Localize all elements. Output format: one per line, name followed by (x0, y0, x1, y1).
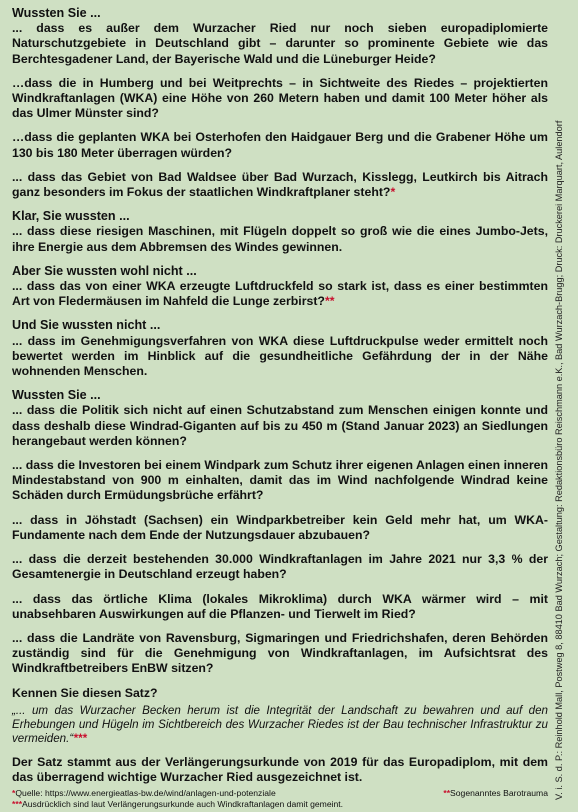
footnote-1: *Quelle: https://www.energieatlas-bw.de/wind/anlagen-und-potenziale **Sogenanntes Barotrauma (12, 787, 548, 798)
flyer-page (12, 6, 548, 810)
block-heading: Klar, Sie wussten ... (12, 209, 130, 224)
footnote-2: **Sogenanntes Barotrauma (443, 787, 548, 798)
question-block (12, 130, 548, 160)
question-block (12, 264, 548, 310)
question-block (12, 552, 548, 582)
imprint-vertical: V. i. S. d. P.: Reinhold Mall, Postweg 8, 88410 Bad Wurzach; Gestaltung: Redaktionsbüro Reischmann e.K., Bad Wurzach-Brugg; Druck: Druckerei Marquart, Aulendorf (554, 120, 564, 800)
question-list (12, 6, 548, 677)
block-text: ... dass es außer dem Wurzacher Ried nur noch sieben europadiplomierte Naturschutzgebiete in Deutschland gibt – darunter so prominente Gebiete wie das Berchtesgadener Land, der Bayerische Wald und die Lüneburger Heide? (12, 21, 548, 66)
footnote-mark: * (390, 185, 396, 200)
block-text: ... dass im Genehmigungsverfahren von WKA diese Luftdruckpulse weder ermittelt noch bewertet werden im Hinblick auf die gesundheitliche Gefährdung der in der Nähe wohnenden Menschen. (12, 333, 548, 379)
block-text: …dass die in Humberg und bei Weitprechts – in Sichtweite des Riedes – projektierten Windkraftanlagen (WKA) eine Höhe von 260 Metern haben und damit 100 Meter höher als das Ulmer Münster sind? (12, 75, 548, 121)
block-text: ... dass in Jöhstadt (Sachsen) ein Windparkbetreiber kein Geld mehr hat, um WKA-Fundamente nach dem Ende der Nutzungsdauer abzubauen? (12, 512, 548, 542)
question-block (12, 318, 548, 379)
block-text: ... dass die Investoren bei einem Windpark zum Schutz ihrer eigenen Anlagen einen inneren Mindestabstand von 900 m einhalten, damit das im Wind nachfolgende Windrad keine Schäden durch Ermüdungsbrüche erfährt? (12, 458, 548, 503)
question-block (12, 592, 548, 622)
question-block (12, 6, 548, 67)
block-text: ... dass die Landräte von Ravensburg, Sigmaringen und Friedrichshafen, deren Behörden zuständig sind für die Genehmigung von Windkraftanlagen, im Aufsichtsrat des Windkraftbetreibers EnBW sitzen? (12, 630, 548, 676)
question-block (12, 458, 548, 504)
block-heading: Und Sie wussten nicht ... (12, 318, 161, 333)
quote-heading: Kennen Sie diesen Satz? (12, 685, 158, 700)
block-text: ... dass das örtliche Klima (lokales Mikroklima) durch WKA wärmer wird – mit unabsehbaren Auswirkungen auf die Pflanzen- und Tierwelt im Ried? (12, 591, 548, 621)
block-text: ... dass die derzeit bestehenden 30.000 Windkraftanlagen im Jahre 2021 nur 3,3 % der Gesamtenergie in Deutschland erzeugt haben? (12, 552, 548, 582)
block-heading: Aber Sie wussten wohl nicht ... (12, 263, 197, 278)
block-text: ... dass die Politik sich nicht auf einen Schutzabstand zum Menschen einigen konnte und dass deshalb diese Windrad-Giganten auf bis zu 450 m (Stand Januar 2023) an Siedlungen herangebaut werden können? (12, 403, 548, 448)
closing-paragraph: Der Satz stammt aus der Verlängerungsurkunde von 2019 für das Europadiplom, mit dem das überragend wichtige Wurzacher Ried ausgezeichnet ist. (12, 754, 548, 784)
block-text: ... dass das Gebiet von Bad Waldsee über Bad Wurzach, Kisslegg, Leutkirch bis Aitrach ganz besonders im Fokus der staatlichen Windkraftplaner steht?* (12, 169, 548, 200)
footnotes (12, 788, 548, 810)
question-block (12, 631, 548, 677)
quote-footnote-mark: *** (73, 732, 87, 746)
quote-text: „... um das Wurzacher Becken herum ist die Integrität der Landschaft zu bewahren und auf den Erhebungen und Hügeln im Sichtbereich des Wurzacher Riedes ist der Bau technischer Infrastruktur zu vermeiden.“*** (12, 703, 548, 746)
block-text: …dass die geplanten WKA bei Osterhofen den Haidgauer Berg und die Grabener Höhe um 130 bis 180 Meter überragen würden? (12, 130, 548, 160)
block-heading: Wussten Sie ... (12, 388, 101, 403)
question-block (12, 209, 548, 255)
block-heading: Wussten Sie ... (12, 6, 101, 20)
question-block (12, 76, 548, 122)
question-block (12, 513, 548, 543)
footnote-3: ***Ausdrücklich sind laut Verlängerungsurkunde auch Windkraftanlagen damit gemeint. (12, 798, 344, 809)
block-text: ... dass das von einer WKA erzeugte Luftdruckfeld so stark ist, dass es einer bestimmten Art von Fledermäusen im Nahfeld die Lunge zerbirst?** (12, 279, 548, 309)
question-block (12, 388, 548, 449)
footnote-mark: ** (324, 294, 335, 309)
question-block (12, 170, 548, 200)
block-text: ... dass diese riesigen Maschinen, mit Flügeln doppelt so groß wie die eines Jumbo-Jets, ihre Energie aus dem Abbremsen des Windes gewinnen. (12, 224, 548, 254)
